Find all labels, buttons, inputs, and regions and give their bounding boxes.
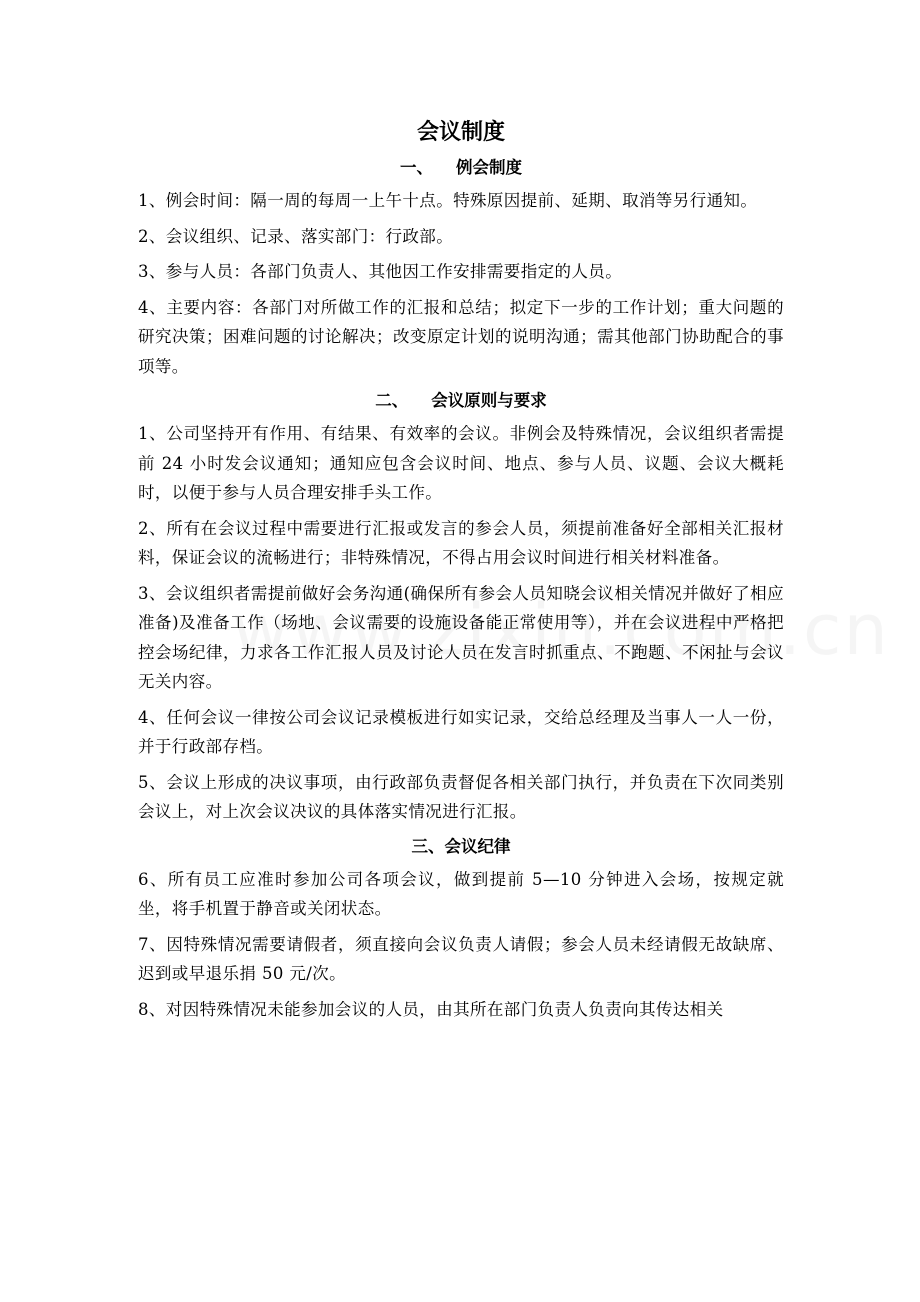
section-heading-discipline: 三、会议纪律	[411, 836, 511, 856]
paragraph: 1、公司坚持开有作用、有结果、有效率的会议。非例会及特殊情况，会议组织者需提前 24 小时发会议通知；通知应包含会议时间、地点、参与人员、议题、会议大概耗时，以便于参与人员合理安排手头工作。	[138, 424, 784, 502]
paragraph: 6、所有员工应准时参加公司各项会议，做到提前 5—10 分钟进入会场，按规定就坐，将手机置于静音或关闭状态。	[138, 869, 784, 918]
paragraph: 4、任何会议一律按公司会议记录模板进行如实记录，交给总经理及当事人一人一份，并于行政部存档。	[138, 707, 784, 756]
paragraph: 2、所有在会议过程中需要进行汇报或发言的参会人员，须提前准备好全部相关汇报材料，保证会议的流畅进行；非特殊情况，不得占用会议时间进行相关材料准备。	[138, 518, 784, 567]
paragraph: 3、参与人员：各部门负责人、其他因工作安排需要指定的人员。	[138, 262, 623, 281]
paragraph: 2、会议组织、记录、落实部门：行政部。	[138, 226, 454, 246]
document-body	[138, 110, 784, 1028]
section-heading-principles: 二、 会议原则与要求	[375, 391, 547, 410]
paragraph: 7、因特殊情况需要请假者，须直接向会议负责人请假；参会人员未经请假无故缺席、迟到或早退乐捐 50 元/次。	[138, 934, 784, 983]
section-heading-regular-meeting: 一、 例会制度	[400, 158, 522, 177]
paragraph: 4、主要内容：各部门对所做工作的汇报和总结；拟定下一步的工作计划；重大问题的研究决策；困难问题的讨论解决；改变原定计划的说明沟通；需其他部门协助配合的事项等。	[138, 297, 784, 376]
document-title: 会议制度	[416, 120, 505, 145]
paragraph: 5、会议上形成的决议事项，由行政部负责督促各相关部门执行，并负责在下次同类别会议上，对上次会议决议的具体落实情况进行汇报。	[138, 772, 784, 821]
paragraph: 8、对因特殊情况未能参加会议的人员，由其所在部门负责人负责向其传达相关	[138, 999, 724, 1019]
paragraph: 3、会议组织者需提前做好会务沟通(确保所有参会人员知晓会议相关情况并做好了相应准备)及准备工作（场地、会议需要的设施设备能正常使用等），并在会议进程中严格把控会场纪律，力求各工作汇报人员及讨论人员在发言时抓重点、不跑题、不闲扯与会议无关内容。	[138, 583, 784, 691]
paragraph: 1、例会时间：隔一周的每周一上午十点。特殊原因提前、延期、取消等另行通知。	[138, 191, 758, 210]
